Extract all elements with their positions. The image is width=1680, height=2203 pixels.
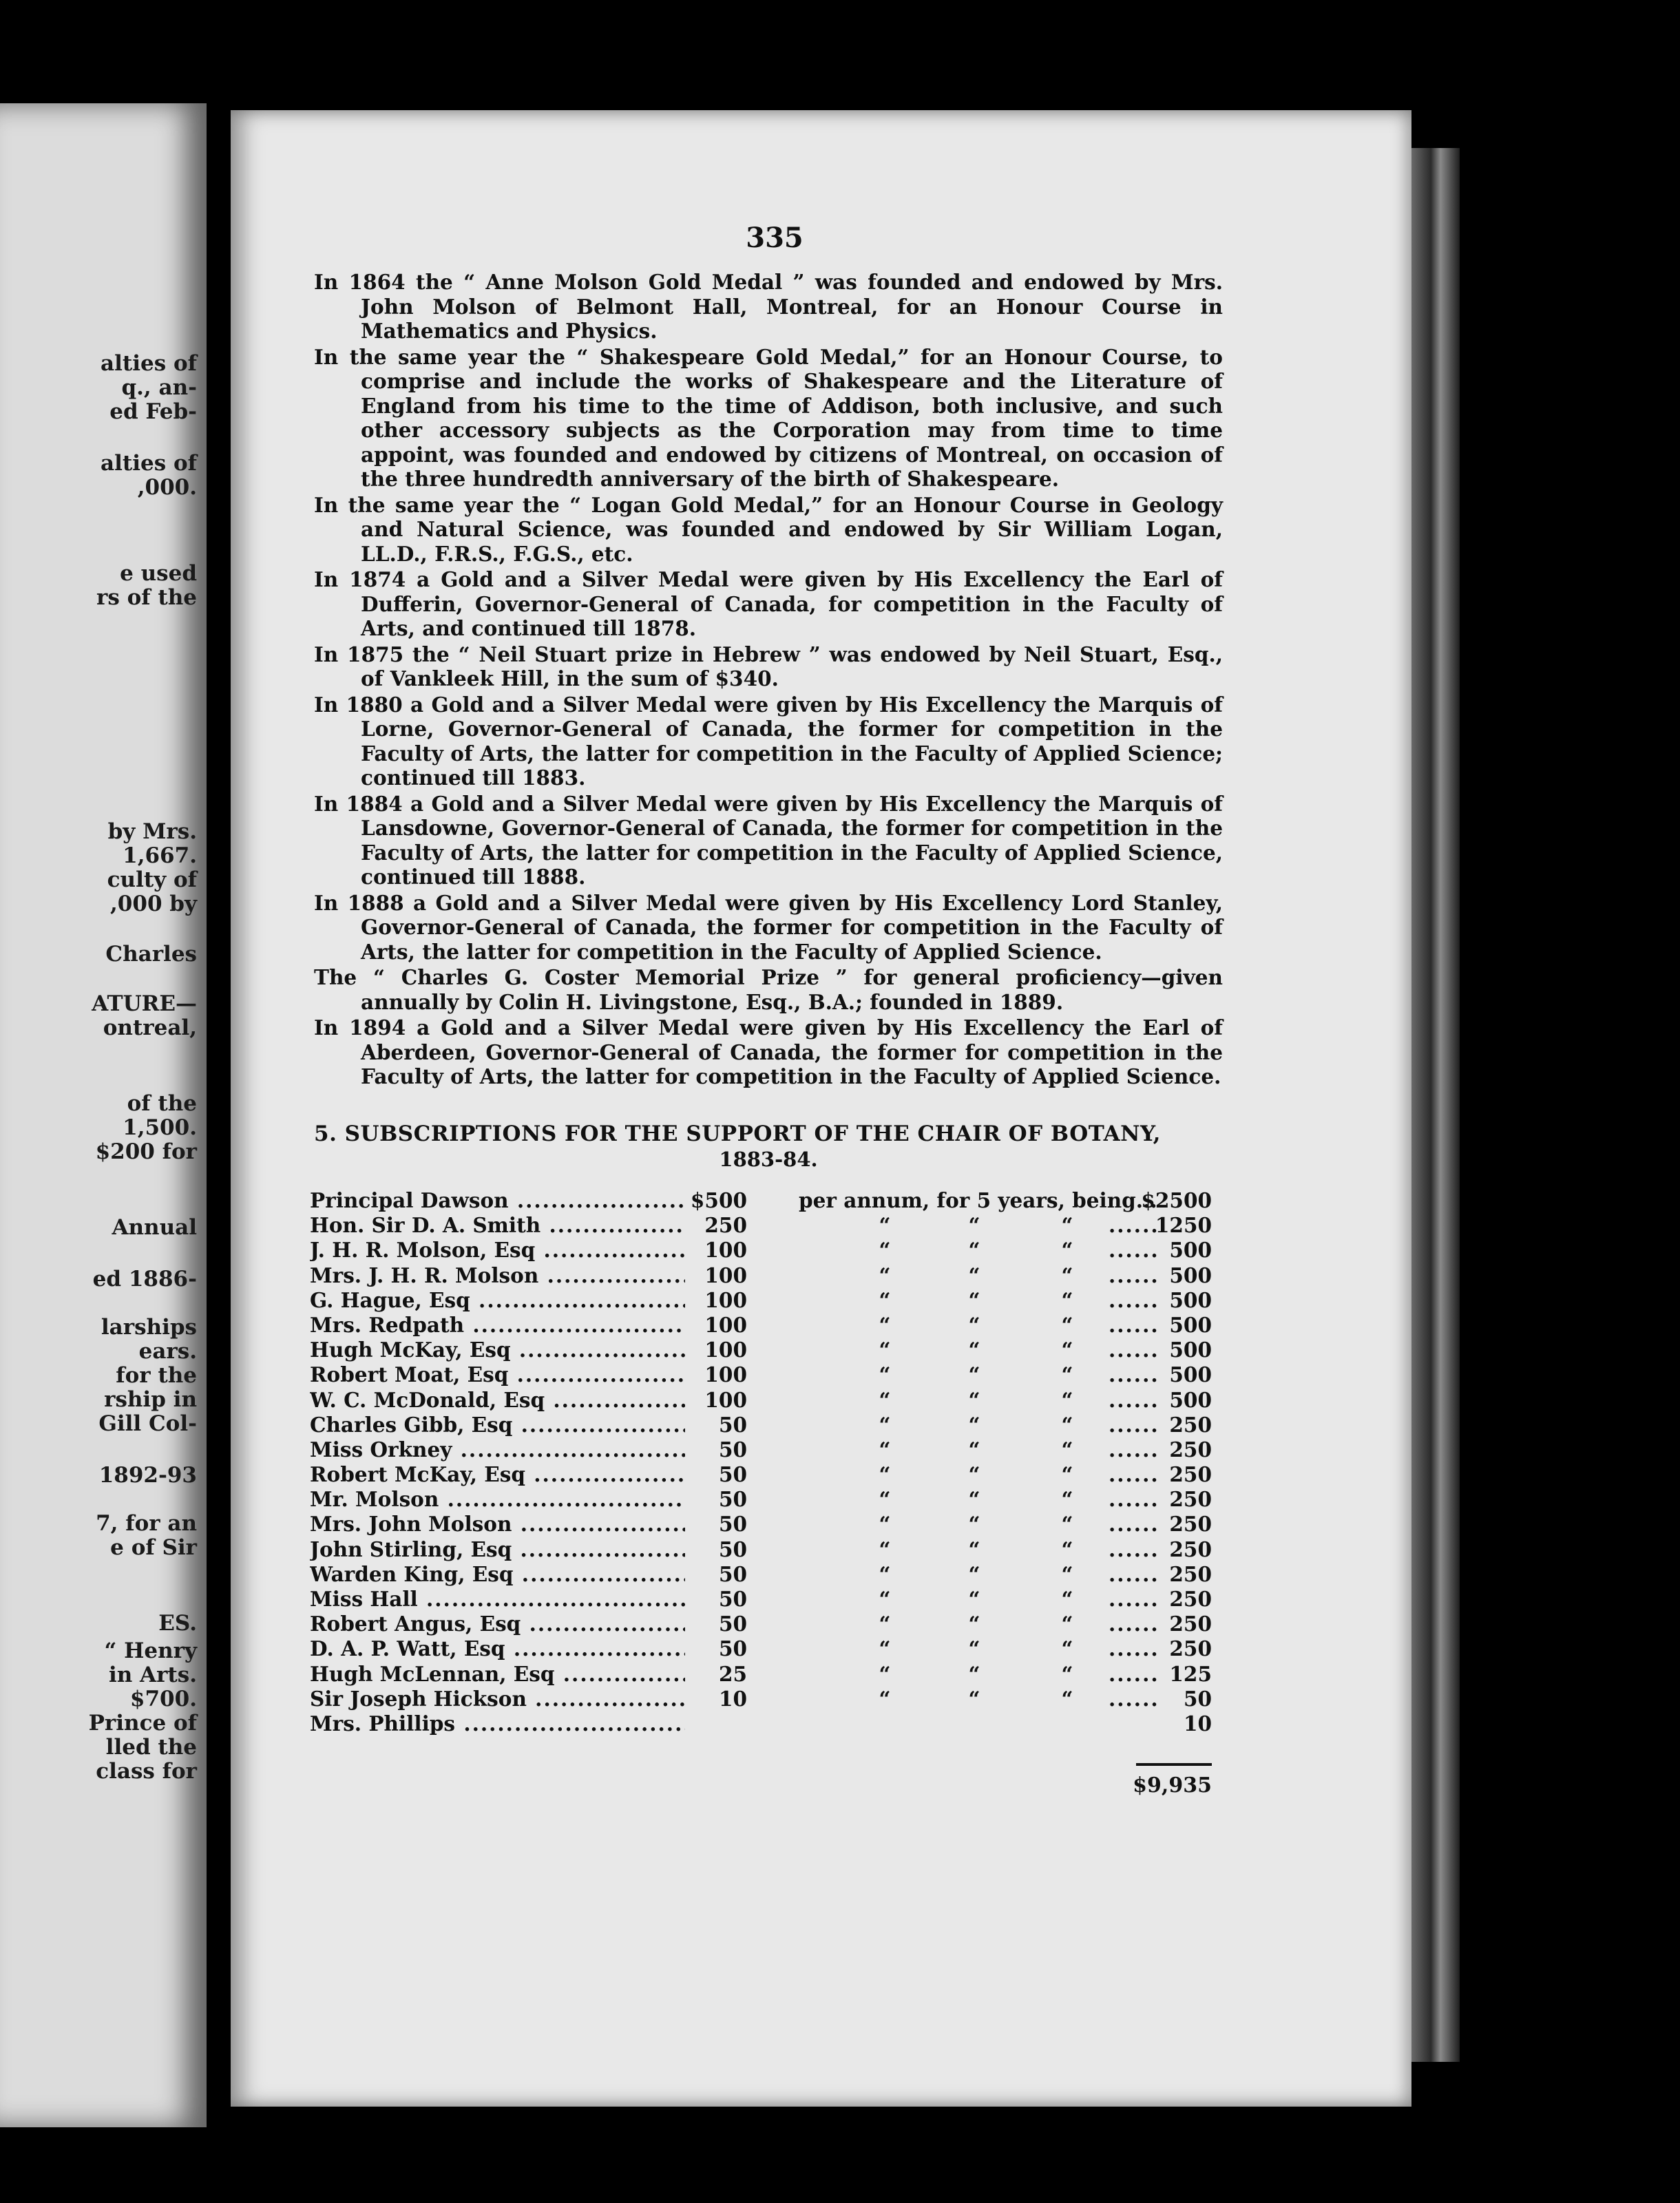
ditto-mark: “	[968, 1238, 980, 1263]
leader-dots: ......	[1109, 1338, 1159, 1362]
facing-page-line: Prince of	[88, 1711, 197, 1736]
table-row	[310, 1388, 1219, 1413]
paragraph: In the same year the “ Logan Gold Medal,” for an Honour Course in Geology and Natural Science, was founded and endowed by Sir William Logan, LL.D., F.R.S., F.G.S., etc.	[314, 492, 1223, 566]
table-row	[310, 1362, 1219, 1387]
subscriber-name: Miss Orkney .....	[310, 1437, 685, 1462]
five-year-total: 250	[1169, 1561, 1212, 1586]
ditto-mark: “	[879, 1263, 891, 1287]
five-year-total: 250	[1169, 1636, 1212, 1661]
annual-amount: 50	[718, 1412, 747, 1437]
facing-page-line: in Arts.	[108, 1663, 197, 1687]
subscriber-name: Mrs. John Molson .....	[310, 1512, 685, 1537]
leader-dots: ......	[1109, 1686, 1159, 1711]
leader-dots: ......	[1109, 1362, 1159, 1387]
term-note: per annum, for 5 years, being...	[799, 1188, 1157, 1212]
leader-dots: ......	[1109, 1462, 1159, 1487]
paragraph: In 1875 the “ Neil Stuart prize in Hebrew ” was endowed by Neil Stuart, Esq., of Vankleek Hill, in the sum of $340.	[314, 642, 1223, 691]
facing-page-line: lled the	[105, 1735, 197, 1760]
ditto-mark: “	[1061, 1462, 1073, 1487]
total-rule	[1136, 1763, 1212, 1766]
ditto-mark: “	[1061, 1387, 1073, 1412]
table-row	[310, 1238, 1219, 1263]
ditto-mark: “	[968, 1512, 980, 1537]
annual-amount: 100	[704, 1263, 747, 1287]
five-year-total: 500	[1169, 1287, 1212, 1312]
ditto-mark: “	[968, 1263, 980, 1287]
ditto-mark: “	[1061, 1636, 1073, 1661]
paragraph: The “ Charles G. Coster Memorial Prize ” for general proficiency—given annually by Colin H. Livingstone, Esq., B.A.; founded in 1889.	[314, 965, 1223, 1014]
leader-dots: ......	[1109, 1587, 1159, 1611]
subscriber-name: W. C. McDonald, Esq .....	[310, 1388, 685, 1413]
table-row	[310, 1213, 1219, 1238]
five-year-total: 250	[1169, 1487, 1212, 1512]
subscriber-name: Hugh McKay, Esq .....	[310, 1338, 685, 1362]
table-row	[310, 1437, 1219, 1462]
table-row	[310, 1512, 1219, 1537]
leader-dots: ......	[1109, 1437, 1159, 1462]
paragraph: In 1880 a Gold and a Silver Medal were given by His Excellency the Marquis of Lorne, Governor-General of Canada, the former for competition in the Faculty of Arts, the latter for competition in the Faculty of Applied Science; continued till 1883.	[314, 692, 1223, 790]
annual-amount: 100	[704, 1312, 747, 1337]
facing-page-line: 1,667.	[123, 843, 197, 868]
five-year-total: $2500	[1141, 1188, 1212, 1212]
subscriber-name: Principal Dawson .....	[310, 1188, 685, 1213]
five-year-total: 1250	[1155, 1213, 1212, 1238]
facing-page-line: for the	[116, 1363, 197, 1388]
table-row	[310, 1711, 1219, 1736]
ditto-mark: “	[1061, 1238, 1073, 1263]
ditto-mark: “	[1061, 1537, 1073, 1561]
annual-amount: 50	[718, 1462, 747, 1487]
annual-amount: 100	[704, 1362, 747, 1387]
facing-page-line: alties of	[101, 351, 197, 376]
ditto-mark: “	[879, 1561, 891, 1586]
annual-amount: 100	[704, 1287, 747, 1312]
table-row	[310, 1562, 1219, 1587]
five-year-total: 500	[1169, 1263, 1212, 1287]
subscription-table	[310, 1188, 1219, 1736]
subscriber-name: Warden King, Esq .....	[310, 1562, 685, 1587]
ditto-mark: “	[968, 1362, 980, 1387]
annual-amount: 50	[718, 1561, 747, 1586]
facing-page-line: rs of the	[96, 585, 197, 610]
five-year-total: 500	[1169, 1387, 1212, 1412]
facing-page-line: q., an-	[121, 375, 197, 400]
ditto-mark: “	[1061, 1437, 1073, 1462]
ditto-mark: “	[879, 1462, 891, 1487]
facing-page-line: class for	[96, 1759, 197, 1784]
table-row	[310, 1263, 1219, 1288]
subscriber-name: Mr. Molson .....	[310, 1487, 685, 1512]
annual-amount: 100	[704, 1238, 747, 1263]
annual-amount: $500	[690, 1188, 747, 1212]
ditto-mark: “	[968, 1338, 980, 1362]
facing-page-line: culty of	[107, 867, 197, 892]
facing-page-line: ed Feb-	[109, 399, 197, 424]
leader-dots: ......	[1109, 1312, 1159, 1337]
leader-dots: ......	[1109, 1612, 1159, 1636]
subscriber-name: Miss Hall .....	[310, 1587, 685, 1612]
leader-dots: ......	[1109, 1636, 1159, 1661]
facing-page-line: Charles	[105, 942, 197, 967]
table-row	[310, 1288, 1219, 1313]
facing-page-line: 7, for an	[96, 1511, 197, 1536]
ditto-mark: “	[879, 1437, 891, 1462]
table-row	[310, 1662, 1219, 1687]
facing-page-line: ears.	[138, 1339, 197, 1364]
ditto-mark: “	[1061, 1287, 1073, 1312]
ditto-mark: “	[1061, 1338, 1073, 1362]
facing-page-fragment	[0, 103, 207, 2127]
five-year-total: 250	[1169, 1512, 1212, 1537]
leader-dots: ......	[1109, 1412, 1159, 1437]
five-year-total: 250	[1169, 1537, 1212, 1561]
leader-dots: ......	[1109, 1238, 1159, 1263]
ditto-mark: “	[879, 1487, 891, 1512]
leader-dots: ......	[1109, 1537, 1159, 1561]
facing-page-line: ed 1886-	[92, 1267, 197, 1292]
ditto-mark: “	[1061, 1263, 1073, 1287]
ditto-mark: “	[968, 1312, 980, 1337]
ditto-mark: “	[879, 1338, 891, 1362]
page-edge-stack	[1411, 148, 1460, 2062]
facing-page-line: by Mrs.	[107, 819, 197, 844]
subscriber-name: Robert McKay, Esq .....	[310, 1462, 685, 1487]
ditto-mark: “	[968, 1462, 980, 1487]
five-year-total: 500	[1169, 1362, 1212, 1387]
leader-dots: ......	[1109, 1661, 1159, 1686]
paragraph: In 1874 a Gold and a Silver Medal were given by His Excellency the Earl of Dufferin, Governor-General of Canada, for competition in the Faculty of Arts, and continued till 1878.	[314, 567, 1223, 640]
facing-page-line: ES.	[158, 1611, 197, 1636]
facing-page-line: ontreal,	[103, 1015, 197, 1040]
five-year-total: 250	[1169, 1587, 1212, 1611]
leader-dots: ......	[1109, 1287, 1159, 1312]
ditto-mark: “	[879, 1287, 891, 1312]
facing-page-line: rship in	[104, 1387, 197, 1412]
ditto-mark: “	[968, 1387, 980, 1412]
annual-amount: 50	[718, 1636, 747, 1661]
leader-dots: ......	[1109, 1512, 1159, 1537]
subscriber-name: Robert Moat, Esq .....	[310, 1362, 685, 1387]
paragraph: In 1864 the “ Anne Molson Gold Medal ” was founded and endowed by Mrs. John Molson of Belmont Hall, Montreal, for an Honour Course in Mathematics and Physics.	[314, 270, 1223, 343]
ditto-mark: “	[968, 1412, 980, 1437]
five-year-total: 500	[1169, 1338, 1212, 1362]
ditto-mark: “	[968, 1612, 980, 1636]
ditto-mark: “	[968, 1287, 980, 1312]
ditto-mark: “	[879, 1238, 891, 1263]
annual-amount: 50	[718, 1512, 747, 1537]
leader-dots: ......	[1109, 1487, 1159, 1512]
facing-page-line: Gill Col-	[98, 1411, 197, 1436]
table-row	[310, 1188, 1219, 1213]
facing-page-line: $700.	[129, 1687, 197, 1711]
five-year-total: 500	[1169, 1238, 1212, 1263]
table-row	[310, 1636, 1219, 1661]
five-year-total: 500	[1169, 1312, 1212, 1337]
annual-amount: 50	[718, 1437, 747, 1462]
paragraph: In 1888 a Gold and a Silver Medal were given by His Excellency Lord Stanley, Governor-General of Canada, the former for competition in the Faculty of Arts, the latter for competition in the Faculty of Applied Science.	[314, 890, 1223, 964]
annual-amount: 50	[718, 1537, 747, 1561]
subscriber-name: Mrs. Redpath .....	[310, 1313, 685, 1338]
ditto-mark: “	[879, 1587, 891, 1611]
five-year-total: 250	[1169, 1412, 1212, 1437]
table-row	[310, 1587, 1219, 1612]
subscriber-name: Charles Gibb, Esq .....	[310, 1413, 685, 1437]
subscriber-name: Mrs. Phillips .....	[310, 1711, 685, 1736]
table-row	[310, 1413, 1219, 1437]
ditto-mark: “	[968, 1437, 980, 1462]
paragraph-list	[314, 270, 1223, 1090]
five-year-total: 50	[1183, 1686, 1212, 1711]
ditto-mark: “	[879, 1612, 891, 1636]
facing-page-line: ,000 by	[110, 892, 197, 916]
ditto-mark: “	[968, 1561, 980, 1586]
table-row	[310, 1537, 1219, 1562]
table-row	[310, 1462, 1219, 1487]
table-row	[310, 1487, 1219, 1512]
page-number: 335	[746, 222, 804, 254]
annual-amount: 100	[704, 1387, 747, 1412]
subscriber-name: Hugh McLennan, Esq .....	[310, 1662, 685, 1687]
facing-page-line: e of Sir	[110, 1535, 197, 1560]
ditto-mark: “	[879, 1362, 891, 1387]
ditto-mark: “	[1061, 1362, 1073, 1387]
ditto-mark: “	[968, 1587, 980, 1611]
ditto-mark: “	[1061, 1686, 1073, 1711]
ditto-mark: “	[1061, 1487, 1073, 1512]
subscriber-name: D. A. P. Watt, Esq .....	[310, 1636, 685, 1661]
subscriber-name: Hon. Sir D. A. Smith .....	[310, 1213, 685, 1238]
ditto-mark: “	[1061, 1512, 1073, 1537]
ditto-mark: “	[879, 1661, 891, 1686]
paragraph: In the same year the “ Shakespeare Gold Medal,” for an Honour Course, to comprise and include the works of Shakespeare and the Literature of England from his time to the time of Addison, both inclusive, and such other accessory subjects as the Corporation may from time to time appoint, was founded and endowed by citizens of Montreal, on occasion of the three hundredth anniversary of the birth of Shakespeare.	[314, 344, 1223, 491]
leader-dots: ......	[1109, 1387, 1159, 1412]
facing-page-line: of the	[127, 1091, 197, 1116]
subscriber-name: John Stirling, Esq .....	[310, 1537, 685, 1562]
ditto-mark: “	[879, 1412, 891, 1437]
subscriber-name: G. Hague, Esq .....	[310, 1288, 685, 1313]
five-year-total: 250	[1169, 1462, 1212, 1487]
five-year-total: 250	[1169, 1437, 1212, 1462]
facing-page-line: 1,500.	[123, 1115, 197, 1140]
ditto-mark: “	[968, 1537, 980, 1561]
five-year-total: 10	[1183, 1711, 1212, 1736]
grand-total: $9,935	[1133, 1773, 1212, 1798]
subscriber-name: Mrs. J. H. R. Molson .....	[310, 1263, 685, 1288]
ditto-mark: “	[879, 1512, 891, 1537]
leader-dots: ......	[1109, 1213, 1159, 1238]
five-year-total: 125	[1169, 1661, 1212, 1686]
annual-amount: 50	[718, 1587, 747, 1611]
table-row	[310, 1687, 1219, 1711]
facing-page-line: $200 for	[95, 1139, 197, 1164]
table-row	[310, 1612, 1219, 1636]
five-year-total: 250	[1169, 1612, 1212, 1636]
facing-page-line: 1892-93	[98, 1463, 197, 1488]
ditto-mark: “	[879, 1312, 891, 1337]
ditto-mark: “	[1061, 1587, 1073, 1611]
section-subheading: 1883-84.	[719, 1148, 818, 1171]
annual-amount: 10	[718, 1686, 747, 1711]
ditto-mark: “	[1061, 1412, 1073, 1437]
table-row	[310, 1338, 1219, 1362]
ditto-mark: “	[879, 1537, 891, 1561]
ditto-mark: “	[879, 1636, 891, 1661]
ditto-mark: “	[1061, 1213, 1073, 1238]
facing-page-line: ATURE—	[92, 991, 197, 1016]
ditto-mark: “	[879, 1686, 891, 1711]
ditto-mark: “	[1061, 1312, 1073, 1337]
ditto-mark: “	[968, 1686, 980, 1711]
annual-amount: 50	[718, 1487, 747, 1512]
annual-amount: 50	[718, 1612, 747, 1636]
facing-page-line: larships	[101, 1315, 197, 1340]
subscriber-name: Robert Angus, Esq .....	[310, 1612, 685, 1636]
paragraph: In 1884 a Gold and a Silver Medal were given by His Excellency the Marquis of Lansdowne, Governor-General of Canada, the former for competition in the Faculty of Arts, the latter for competition in the Faculty of Applied Science, continued till 1888.	[314, 791, 1223, 889]
ditto-mark: “	[879, 1387, 891, 1412]
ditto-mark: “	[968, 1636, 980, 1661]
facing-page-line: ,000.	[137, 475, 197, 500]
leader-dots: ......	[1109, 1561, 1159, 1586]
ditto-mark: “	[1061, 1612, 1073, 1636]
ditto-mark: “	[968, 1487, 980, 1512]
ditto-mark: “	[1061, 1561, 1073, 1586]
section-heading: 5. SUBSCRIPTIONS FOR THE SUPPORT OF THE CHAIR OF BOTANY,	[314, 1121, 1161, 1146]
subscriber-name: J. H. R. Molson, Esq .....	[310, 1238, 685, 1263]
annual-amount: 250	[704, 1213, 747, 1238]
facing-page-line: e used	[120, 561, 197, 586]
facing-page-line: alties of	[101, 451, 197, 476]
facing-page-line: “ Henry	[104, 1638, 197, 1663]
ditto-mark: “	[968, 1661, 980, 1686]
ditto-mark: “	[968, 1213, 980, 1238]
annual-amount: 25	[718, 1661, 747, 1686]
ditto-mark: “	[879, 1213, 891, 1238]
leader-dots: ......	[1109, 1263, 1159, 1287]
ditto-mark: “	[1061, 1661, 1073, 1686]
paragraph: In 1894 a Gold and a Silver Medal were given by His Excellency the Earl of Aberdeen, Governor-General of Canada, the former for competition in the Faculty of Arts, the latter for competition in the Faculty of Applied Science.	[314, 1015, 1223, 1088]
facing-page-line: Annual	[112, 1215, 197, 1240]
annual-amount: 100	[704, 1338, 747, 1362]
table-row	[310, 1313, 1219, 1338]
subscriber-name: Sir Joseph Hickson .....	[310, 1687, 685, 1711]
